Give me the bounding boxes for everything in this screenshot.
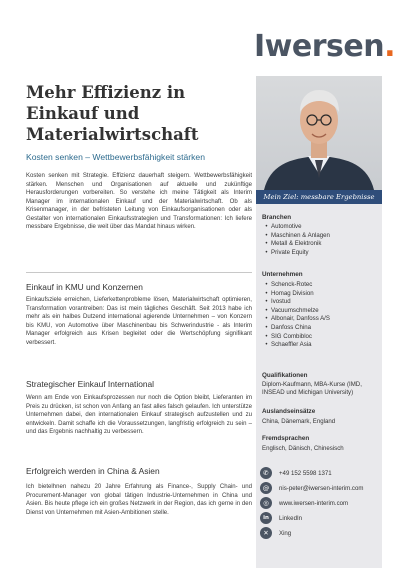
section-title-china: Erfolgreich werden in China & Asien [26, 466, 160, 476]
section-title-strategy: Strategischer Einkauf International [26, 379, 155, 389]
unternehmen-list [262, 281, 380, 350]
list-item: • Maschinen & Anlagen [262, 232, 380, 241]
list-item: • Schenck-Rotec [262, 281, 380, 290]
section-title-kmu: Einkauf in KMU und Konzernen [26, 282, 143, 292]
contact-website-text: www.iwersen-interim.com [279, 499, 349, 507]
subheadline: Kosten senken – Wettbewerbsfähigkeit stärken [26, 152, 205, 162]
list-item: • Ivostud [262, 298, 380, 307]
title-line-2: Einkauf und [26, 104, 140, 123]
qualifikationen-heading: Qualifikationen [262, 372, 308, 379]
contact-linkedin-text: LinkedIn [279, 514, 303, 522]
portrait-photo [256, 76, 382, 190]
list-item: • SIG Combibloc [262, 333, 380, 342]
auslandseinsaetze-text: China, Dänemark, England [262, 418, 336, 425]
contact-email-text: nis-peter@iwersen-interim.com [279, 484, 364, 492]
phone-icon: ✆ [260, 467, 272, 479]
intro-paragraph: Kosten senken mit Strategie. Effizienz dauerhaft steigern. Wettbewerbsfähigkeit stärken. Menschen und Organisationen auf aktuelle und zukünftige Herausforderungen vorbereiten. So verstehe ich meine Tätigkeit als Interim Manager im internationalen Einkauf und der Materialwirtschaft. Ob als Krisenmanager, in der befristeten Leitung von Einkaufsorganisationen oder als Gestalter von internationalen Einkaufsstrategien und Transformationen: Ich liefere messbare Ergebnisse, die weit über das Mandat hinaus wirken. [26, 173, 252, 230]
contact-linkedin[interactable] [260, 512, 382, 524]
branchen-heading: Branchen [262, 214, 292, 221]
logo-dot: . [384, 29, 395, 64]
branchen-list [262, 223, 380, 257]
linkedin-icon: in [260, 512, 272, 524]
qualifikationen-text: Diplom-Kaufmann, MBA-Kurse (IMD, INSEAD und Michigan University) [262, 381, 362, 397]
logo-text: Iwersen [254, 29, 385, 64]
xing-icon: ✕ [260, 527, 272, 539]
contact-email[interactable] [260, 482, 382, 494]
list-item: • Danfoss China [262, 324, 380, 333]
contact-website[interactable] [260, 497, 382, 509]
brand-logo [254, 30, 402, 64]
title-line-1: Mehr Effizienz in [26, 83, 186, 102]
list-item: • Schaeffler Asia [262, 341, 380, 350]
unternehmen-heading: Unternehmen [262, 271, 303, 278]
title-line-3: Materialwirtschaft [26, 125, 199, 144]
section-divider [26, 272, 252, 273]
email-icon: @ [260, 482, 272, 494]
contact-xing-text: Xing [279, 529, 292, 537]
list-item: • Automotive [262, 223, 380, 232]
list-item: • Albonair, Danfoss A/S [262, 315, 380, 324]
photo-caption: Mein Ziel: messbare Ergebnisse [256, 190, 382, 204]
fremdsprachen-text: Englisch, Dänisch, Chinesisch [262, 445, 344, 452]
fremdsprachen-heading: Fremdsprachen [262, 435, 310, 442]
portrait-illustration [256, 76, 382, 190]
section-text-strategy: Wenn am Ende von Einkaufsprozessen nur noch die Option bleibt, Lieferanten im Preis zu drücken, ist schon von Anfang an fast alles falsch gelaufen. Ich unterstütze Unternehmen dabei, den internationalen Einkauf strategisch aufzustellen und zu entwickeln. Damit schaffe ich die Voraussetzungen, langfristig erfolgreich zu sein – und das Ergebnis nachhaltig zu verbessern. [26, 395, 252, 435]
page-title [26, 82, 246, 145]
list-item: • Private Equity [262, 249, 380, 258]
globe-icon: ◎ [260, 497, 272, 509]
list-item: • Metall & Elektronik [262, 240, 380, 249]
list-item: • Homag Division [262, 290, 380, 299]
list-item: • Vacuumschmelze [262, 307, 380, 316]
contact-phone-text: +49 152 5598 1371 [279, 469, 332, 477]
contact-phone[interactable] [260, 467, 382, 479]
section-text-china: Ich bietelhnen nahezu 20 Jahre Erfahrung als Finance-, Supply Chain- und Procurement-Manager von global tätigen Industrie-Unternehmen in China und Asien. Bis heute pflege ich ein großes Netzwerk in der Region, das ich gerne in den Dienst von Unternehmen mit Asien-Ambitionen stelle. [26, 484, 252, 516]
auslandseinsaetze-heading: Auslandseinsätze [262, 408, 316, 415]
contact-xing[interactable] [260, 527, 382, 539]
section-text-kmu: Einkaufsziele erreichen, Lieferkettenprobleme lösen, Materialwirtschaft optimieren, Transformation vorantreiben: Das ist mein tägliches Geschäft. Seit 2013 habe ich mehr als ein halbes Dutzend international agierende Unternehmen – von Konzern bis KMU, von Automotive über Maschinenbau bis Schwerindustrie - als Interim Manager erfolgreich aus Krisen begleitet oder die Wertschöpfung signifikant verbessert. [26, 297, 252, 346]
